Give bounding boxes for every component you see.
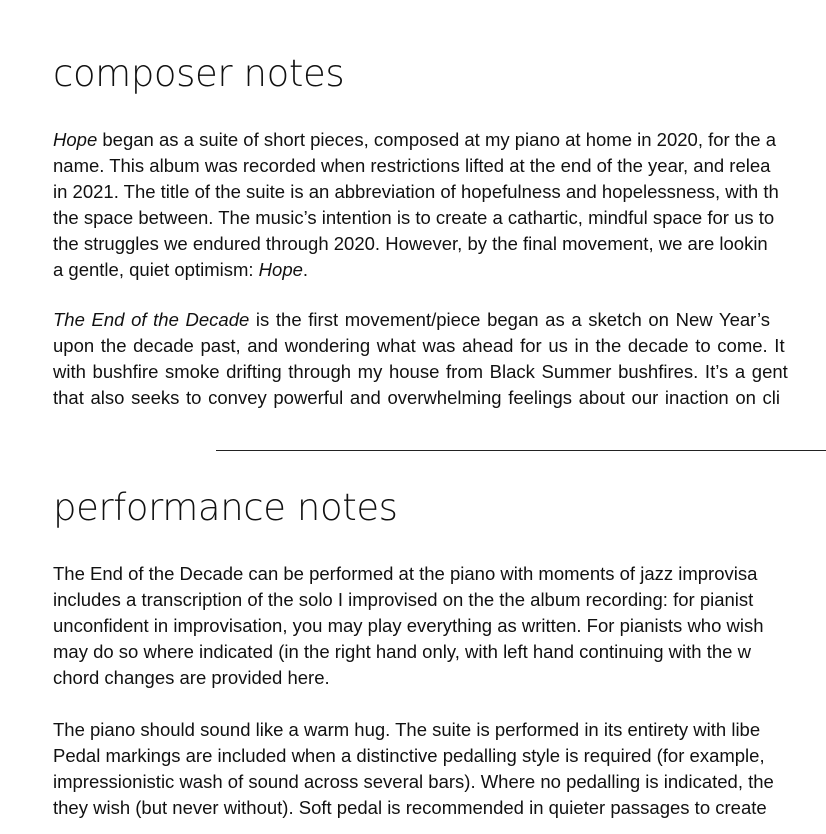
- performance-notes-paragraph-1: [53, 561, 826, 691]
- paragraph-line: upon the decade past, and wondering what was ahead for us in the decade to come. It: [53, 335, 785, 356]
- composer-notes-paragraph-1: [53, 127, 826, 283]
- paragraph-line: chord changes are provided here.: [53, 667, 330, 688]
- paragraph-line: that also seeks to convey powerful and overwhelming feelings about our inaction on cli: [53, 387, 781, 408]
- paragraph-line: The End of the Decade can be performed at the piano with moments of jazz improvisa: [53, 563, 758, 584]
- paragraph-line: impressionistic wash of sound across several bars). Where no pedalling is indicated, the: [53, 771, 774, 792]
- composer-notes-heading: composer notes: [53, 52, 345, 95]
- paragraph-text: began as a suite of short pieces, composed at my piano at home in 2020, for the a: [97, 129, 776, 150]
- paragraph-line: unconfident in improvisation, you may play everything as written. For pianists who wish: [53, 615, 764, 636]
- paragraph-line: Pedal markings are included when a distinctive pedalling style is required (for example,: [53, 745, 765, 766]
- paragraph-line: [53, 127, 826, 153]
- paragraph-text: is the first movement/piece began as a sketch on New Year’s: [249, 309, 771, 330]
- paragraph-text: .: [302, 259, 309, 280]
- paragraph-line: the struggles we endured through 2020. However, by the final movement, we are lookin: [53, 233, 768, 254]
- paragraph-line: with bushfire smoke drifting through my house from Black Summer bushfires. It’s a gent: [53, 361, 788, 382]
- piece-title-italic: The End of the Decade: [53, 309, 250, 330]
- composer-notes-paragraph-2: [53, 307, 826, 411]
- performance-notes-paragraph-2: [53, 717, 826, 821]
- section-divider: [216, 450, 826, 451]
- paragraph-line: may do so where indicated (in the right hand only, with left hand continuing with the w: [53, 641, 751, 662]
- paragraph-line: includes a transcription of the solo I improvised on the the album recording: for pianist: [53, 589, 754, 610]
- paragraph-line: they wish (but never without). Soft pedal is recommended in quieter passages to create: [53, 797, 767, 818]
- paragraph-line: name. This album was recorded when restrictions lifted at the end of the year, and relea: [53, 155, 771, 176]
- paragraph-line: [53, 307, 826, 333]
- paragraph-line: [53, 257, 826, 283]
- paragraph-line: the space between. The music’s intention is to create a cathartic, mindful space for us to: [53, 207, 775, 228]
- album-title-italic: Hope: [258, 259, 303, 280]
- album-title-italic: Hope: [53, 129, 98, 150]
- paragraph-line: The piano should sound like a warm hug. The suite is performed in its entirety with libe: [53, 719, 761, 740]
- paragraph-text: a gentle, quiet optimism:: [53, 259, 259, 280]
- paragraph-line: in 2021. The title of the suite is an abbreviation of hopefulness and hopelessness, with th: [53, 181, 779, 202]
- performance-notes-heading: performance notes: [53, 486, 398, 529]
